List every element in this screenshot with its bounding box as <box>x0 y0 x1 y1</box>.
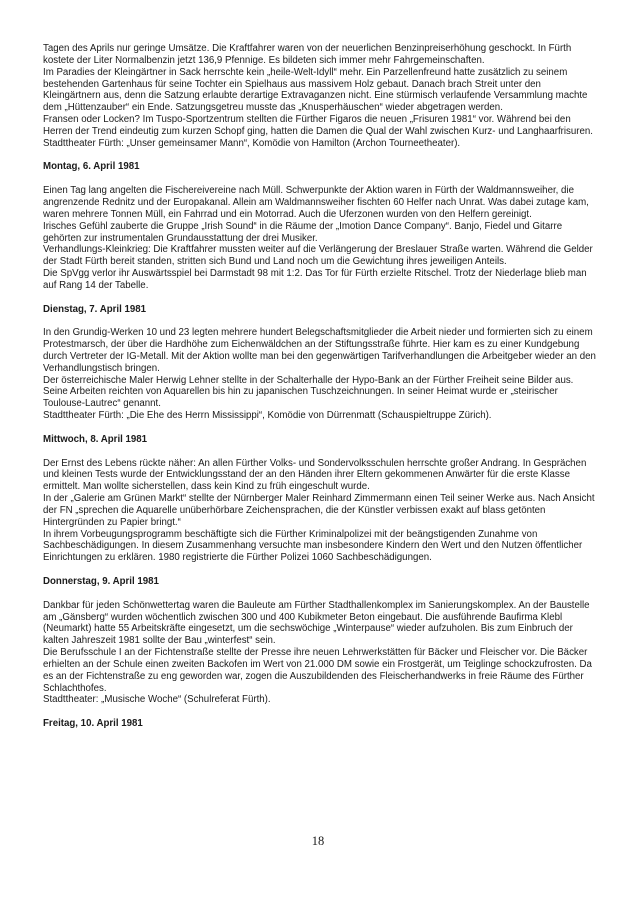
paragraph: In den Grundig-Werken 10 und 23 legten mehrere hundert Belegschaftsmitglieder die Arbeit nieder und formierten sich zu einem Protestmarsch, der über die Hardhöhe zum Eichenwäldchen an der Stiftungsstraße führte. Hier kam es zu einer Kundgebung durch Vertreter der IG-Metall. Mit der Aktion wollte man bei den gegenwärtigen Tarifverhandlungen die Arbeitgeber wieder an den Verhandlungstisch bringen. <box>43 327 596 374</box>
paragraph: In der „Galerie am Grünen Markt“ stellte der Nürnberger Maler Reinhard Zimmermann einen Teil seiner Werke aus. Nach Ansicht der FN „sprechen die Aquarelle unüberhörbare Zeichensprachen, die der Künstler verbissen exakt auf blass getönten Hintergründen zu Papier bringt.“ <box>43 493 595 528</box>
page-content <box>43 43 597 730</box>
day-heading-freitag: Freitag, 10. April 1981 <box>43 718 143 730</box>
paragraph: Einen Tag lang angelten die Fischereivereine nach Müll. Schwerpunkte der Aktion waren in Fürth der Waldmannsweiher, die angrenzende Rednitz und der Europakanal. Allein am Waldmannsweiher fischten 60 Helfer nach Unrat. Was dabei zutage kam, waren mehrere Tonnen Müll, ein Fahrrad und ein Motorrad. Auch die Uferzonen wurden von den Helfern gereinigt. <box>43 185 589 220</box>
paragraph: Verhandlungs-Kleinkrieg: Die Kraftfahrer mussten weiter auf die Verlängerung der Breslauer Straße warten. Während die Gelder der Stadt Fürth bereit standen, stritten sich Bund und Land noch um die Gewichtung ihres jeweiligen Anteils. <box>43 244 593 268</box>
paragraph: Die SpVgg verlor ihr Auswärtsspiel bei Darmstadt 98 mit 1:2. Das Tor für Fürth erzielte Ritschel. Trotz der Niederlage blieb man auf Rang 14 der Tabelle. <box>43 268 587 291</box>
paragraph: Die Berufsschule I an der Fichtenstraße stellte der Presse ihre neuen Lehrwerkstätten für Bäcker und Fleischer vor. Die Bäcker erhielten an der Schule einen zweiten Backofen im Wert von 21.000 DM sowie ein Frostgerät, um Teiglinge schockzufrosten. Da es an der Fichtenstraße zu eng geworden war, zogen die Auszubildenden des Fleischerhandwerks in freie Räume des Fürther Schlachthofes. <box>43 647 592 694</box>
day-heading-donnerstag: Donnerstag, 9. April 1981 <box>43 575 159 587</box>
paragraph: Stadttheater Fürth: „Die Ehe des Herrn Mississippi“, Komödie von Dürrenmatt (Schauspieltruppe Zürich). <box>43 410 492 422</box>
paragraph: Stadttheater: „Musische Woche“ (Schulreferat Fürth). <box>43 694 271 706</box>
day-heading-dienstag: Dienstag, 7. April 1981 <box>43 303 147 315</box>
paragraph: Fransen oder Locken? Im Tuspo-Sportzentrum stellten die Fürther Figaros die neuen „Frisuren 1981“ vor. Während bei den Herren der Trend eindeutig zum kurzen Schopf ging, hatten die Damen die Qual der Wahl zwischen Kurz- und Langhaarfrisuren. <box>43 114 593 137</box>
paragraph: Stadttheater Fürth: „Unser gemeinsamer Mann“, Komödie von Hamilton (Archon Tourneetheater). <box>43 137 461 149</box>
day-heading-mittwoch: Mittwoch, 8. April 1981 <box>43 433 148 445</box>
paragraph: Der österreichische Maler Herwig Lehner stellte in der Schalterhalle der Hypo-Bank an der Fürther Freiheit seine Bilder aus. Seine Arbeiten reichten von Aquarellen bis hin zu japanischen Tuschzeichnungen. In seiner Heimat wurde er „steirischer Toulouse-Lautrec“ genannt. <box>43 374 574 410</box>
paragraph: In ihrem Vorbeugungsprogramm beschäftigte sich die Fürther Kriminalpolizei mit der beängstigenden Zunahme von Sachbeschädigungen. In diesem Zusammenhang versuchte man insbesondere Kindern den Wert und den Nutzen öffentlicher Einrichtungen zu erklären. 1980 registrierte die Fürther Polizei 1060 Sachbeschädigungen. <box>43 528 583 564</box>
day-heading-montag: Montag, 6. April 1981 <box>43 161 140 173</box>
page-number: 18 <box>311 834 325 848</box>
paragraph: Im Paradies der Kleingärtner in Sack herrschte kein „heile-Welt-Idyll“ mehr. Ein Parzellenfreund hatte zusätzlich zu seinem bestehenden Gartenhaus für seine Tochter ein Spielhaus aus massivem Holz gebaut. Danach brach Streit unter den Kleingärtnern aus, denn die Satzung erlaubte derartige Extravaganzen nicht. Eine stürmisch verlaufende Versammlung machte dem „Hüttenzauber“ ein Ende. Satzungsgetreu musste das „Knusperhäuschen“ wieder abgetragen werden. <box>43 66 588 114</box>
paragraph: Dankbar für jeden Schönwettertag waren die Bauleute am Fürther Stadthallenkomplex im Sanierungskomplex. An der Baustelle am „Gänsberg“ wurden wöchentlich zwischen 300 und 400 Kubikmeter Beton eingebaut. Die ausführende Baufirma Klebl (Neumarkt) hatte 55 Arbeitskräfte eingesetzt, um die sechswöchige „Winterpause“ wieder aufzuholen. Bis zum Einbruch der kalten Jahreszeit 1981 sollte der Bau „winterfest“ sein. <box>43 599 590 647</box>
paragraph: Tagen des Aprils nur geringe Umsätze. Die Kraftfahrer waren von der neuerlichen Benzinpreiserhöhung geschockt. In Fürth kostete der Liter Normalbenzin jetzt 136,9 Pfennige. Es bildeten sich immer mehr Fahrgemeinschaften. <box>43 43 572 66</box>
paragraph: Irisches Gefühl zauberte die Gruppe „Irish Sound“ in die Räume der „Imotion Dance Company“. Banjo, Fiedel und Gitarre gehörten zur instrumentalen Grundausstattung der drei Musiker. <box>43 220 563 244</box>
paragraph: Der Ernst des Lebens rückte näher: An allen Fürther Volks- und Sondervolksschulen herrschte großer Andrang. In Gesprächen und kleinen Tests wurde der Entwicklungsstand der an den Händen ihrer Eltern gekommenen Anwärter für die erste Klasse ermittelt. Man wollte sicherstellen, dass kein Kind zu früh eingeschult wurde. <box>43 457 587 493</box>
